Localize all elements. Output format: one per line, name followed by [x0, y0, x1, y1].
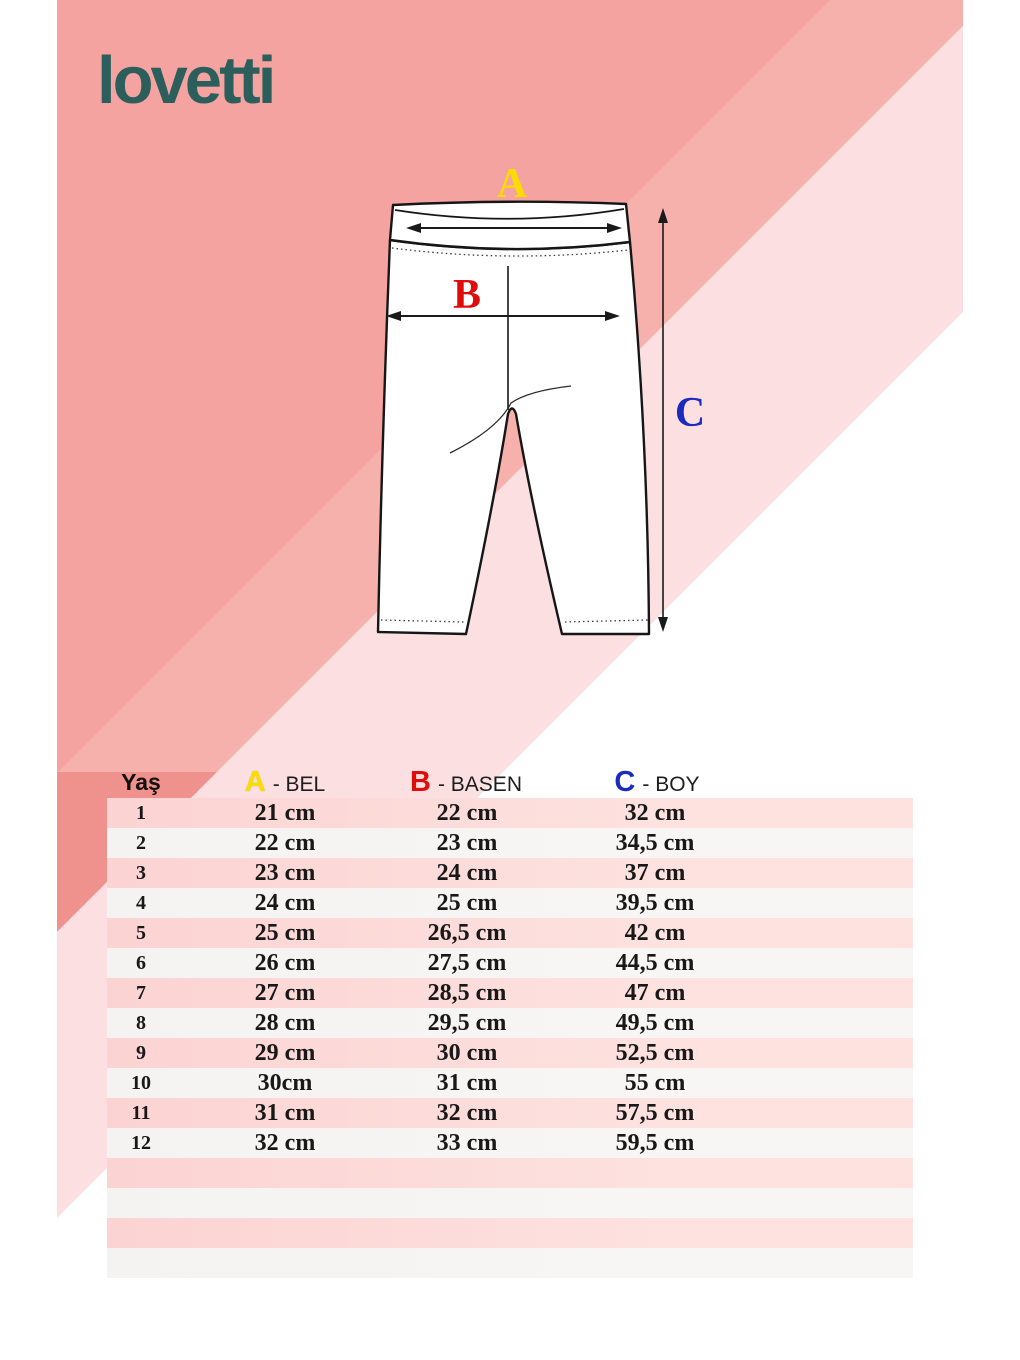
age-cell: 11: [131, 1102, 151, 1124]
length-measure-arrow: [658, 208, 668, 632]
header-label-bel: - BEL: [272, 773, 326, 796]
table-row: [107, 918, 913, 948]
bel-cell: 22 cm: [254, 830, 316, 856]
boy-cell: 47 cm: [624, 980, 686, 1006]
basen-cell: 25 cm: [436, 890, 498, 916]
basen-cell: 24 cm: [436, 860, 498, 886]
bel-cell: 27 cm: [254, 980, 316, 1006]
header-age: Yaş: [121, 769, 161, 795]
table-row: [107, 1128, 913, 1158]
pants-diagram: [355, 160, 725, 680]
header-label-boy: - BOY: [642, 773, 700, 796]
bel-cell: 21 cm: [254, 800, 316, 826]
age-cell: 4: [136, 892, 146, 914]
age-cell: 12: [131, 1132, 151, 1154]
brand-logo: lovetti: [97, 43, 274, 118]
header-bel: [245, 767, 325, 797]
age-cell: 9: [136, 1042, 146, 1064]
boy-cell: 52,5 cm: [615, 1040, 695, 1066]
age-cell: 3: [136, 862, 146, 884]
header-key-b: B: [410, 766, 431, 798]
boy-cell: 49,5 cm: [615, 1010, 695, 1036]
bel-cell: 26 cm: [254, 950, 316, 976]
boy-cell: 59,5 cm: [615, 1130, 695, 1156]
waistband-outline: [390, 202, 630, 249]
boy-cell: 39,5 cm: [615, 890, 695, 916]
bel-cell: 25 cm: [254, 920, 316, 946]
table-row-empty: [107, 1158, 913, 1188]
table-row-empty: [107, 1188, 913, 1218]
table-row: [107, 978, 913, 1008]
bel-cell: 24 cm: [254, 890, 316, 916]
size-table-header: [0, 767, 1020, 797]
boy-cell: 42 cm: [624, 920, 686, 946]
age-cell: 5: [136, 922, 146, 944]
boy-cell: 57,5 cm: [615, 1100, 695, 1126]
table-row-empty: [107, 1218, 913, 1248]
table-row: [107, 948, 913, 978]
pants-body-outline: [378, 240, 649, 634]
table-body: [107, 798, 913, 1278]
basen-cell: 27,5 cm: [427, 950, 507, 976]
bel-cell: 29 cm: [254, 1040, 316, 1066]
age-cell: 7: [136, 982, 146, 1004]
basen-cell: 28,5 cm: [427, 980, 507, 1006]
diagram-label-b: B: [452, 272, 482, 318]
boy-cell: 44,5 cm: [615, 950, 695, 976]
basen-cell: 23 cm: [436, 830, 498, 856]
basen-cell: 22 cm: [436, 800, 498, 826]
age-cell: 2: [136, 832, 146, 854]
bel-cell: 23 cm: [254, 860, 316, 886]
boy-cell: 32 cm: [624, 800, 686, 826]
bel-cell: 28 cm: [254, 1010, 316, 1036]
table-row: [107, 888, 913, 918]
basen-cell: 31 cm: [436, 1070, 498, 1096]
boy-cell: 34,5 cm: [615, 830, 695, 856]
basen-cell: 32 cm: [436, 1100, 498, 1126]
header-boy: [614, 767, 699, 797]
bel-cell: 30cm: [257, 1070, 313, 1096]
age-cell: 10: [131, 1072, 151, 1094]
age-cell: 8: [136, 1012, 146, 1034]
table-row-empty: [107, 1248, 913, 1278]
basen-cell: 26,5 cm: [427, 920, 507, 946]
header-basen: [410, 767, 522, 797]
bel-cell: 32 cm: [254, 1130, 316, 1156]
basen-cell: 30 cm: [436, 1040, 498, 1066]
header-label-basen: - BASEN: [437, 773, 522, 796]
boy-cell: 55 cm: [624, 1070, 686, 1096]
age-cell: 6: [136, 952, 146, 974]
boy-cell: 37 cm: [624, 860, 686, 886]
table-row: [107, 858, 913, 888]
bel-cell: 31 cm: [254, 1100, 316, 1126]
header-key-a: A: [244, 766, 266, 798]
table-row: [107, 1098, 913, 1128]
basen-cell: 33 cm: [436, 1130, 498, 1156]
diagram-label-c: C: [674, 390, 706, 436]
table-row: [107, 1008, 913, 1038]
age-cell: 1: [136, 802, 146, 824]
table-row: [107, 1068, 913, 1098]
table-row: [107, 798, 913, 828]
basen-cell: 29,5 cm: [427, 1010, 507, 1036]
header-key-c: C: [614, 766, 636, 798]
diagram-label-a: A: [496, 161, 528, 207]
table-row: [107, 828, 913, 858]
table-row: [107, 1038, 913, 1068]
